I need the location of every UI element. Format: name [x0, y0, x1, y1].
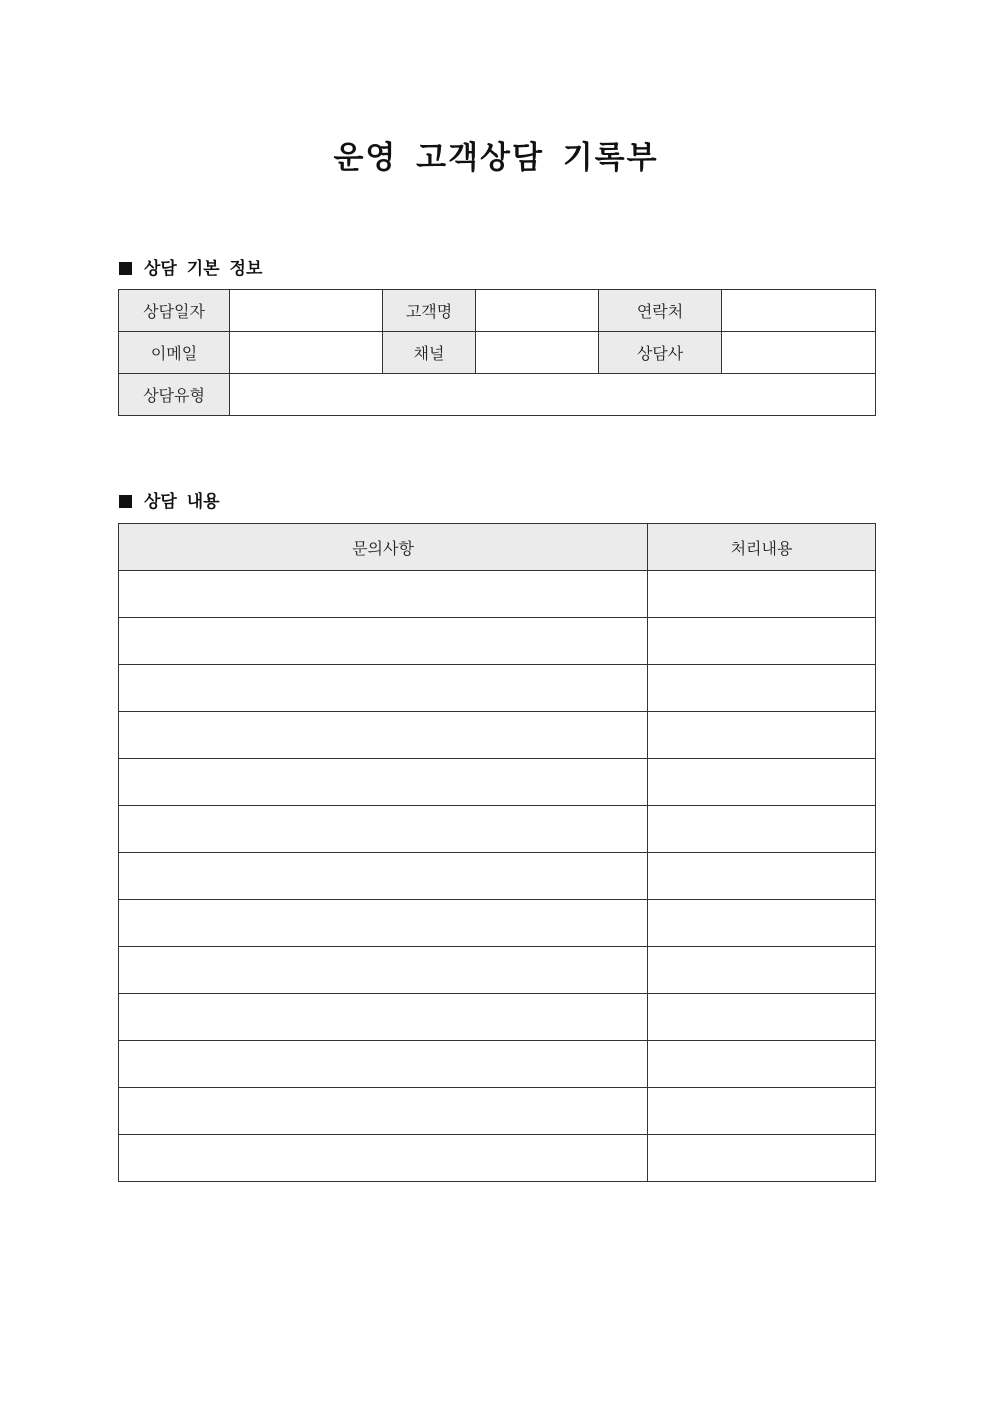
inquiry-cell[interactable]: [119, 900, 648, 947]
customer-name-label: 고객명: [383, 290, 476, 332]
resolution-cell[interactable]: [648, 947, 876, 994]
channel-field[interactable]: [476, 332, 599, 374]
resolution-cell[interactable]: [648, 900, 876, 947]
inquiry-cell[interactable]: [119, 994, 648, 1041]
resolution-cell[interactable]: [648, 665, 876, 712]
table-row: [119, 947, 876, 994]
consult-type-label: 상담유형: [119, 374, 230, 416]
customer-name-field[interactable]: [476, 290, 599, 332]
inquiry-cell[interactable]: [119, 712, 648, 759]
inquiry-cell[interactable]: [119, 571, 648, 618]
table-row: [119, 806, 876, 853]
table-row: [119, 759, 876, 806]
channel-label: 채널: [383, 332, 476, 374]
table-row: [119, 1135, 876, 1182]
table-row: [119, 712, 876, 759]
table-row: [119, 374, 876, 416]
section-heading-label: 상담 기본 정보: [144, 259, 263, 279]
resolution-cell[interactable]: [648, 994, 876, 1041]
table-row: [119, 618, 876, 665]
table-row: [119, 571, 876, 618]
resolution-cell[interactable]: [648, 759, 876, 806]
column-header-inquiry: 문의사항: [119, 524, 648, 571]
inquiry-cell[interactable]: [119, 947, 648, 994]
resolution-cell[interactable]: [648, 853, 876, 900]
resolution-cell[interactable]: [648, 571, 876, 618]
page-title: 운영 고객상담 기록부: [333, 140, 659, 176]
resolution-cell[interactable]: [648, 1088, 876, 1135]
table-row: [119, 332, 876, 374]
table-row: [119, 1041, 876, 1088]
table-row: [119, 900, 876, 947]
resolution-cell[interactable]: [648, 1041, 876, 1088]
resolution-cell[interactable]: [648, 806, 876, 853]
section-heading-basic-info: [119, 254, 262, 279]
inquiry-cell[interactable]: [119, 759, 648, 806]
counselor-label: 상담사: [599, 332, 722, 374]
inquiry-cell[interactable]: [119, 1135, 648, 1182]
inquiry-cell[interactable]: [119, 853, 648, 900]
email-field[interactable]: [230, 332, 383, 374]
square-bullet-icon: [119, 262, 132, 275]
square-bullet-icon: [119, 495, 132, 508]
resolution-cell[interactable]: [648, 712, 876, 759]
date-field[interactable]: [230, 290, 383, 332]
table-row: [119, 290, 876, 332]
table-body: [119, 571, 876, 1182]
inquiry-cell[interactable]: [119, 1088, 648, 1135]
contact-field[interactable]: [722, 290, 876, 332]
table-header-row: [119, 524, 876, 571]
date-label: 상담일자: [119, 290, 230, 332]
resolution-cell[interactable]: [648, 1135, 876, 1182]
table-row: [119, 1088, 876, 1135]
contact-label: 연락처: [599, 290, 722, 332]
table-row: [119, 665, 876, 712]
counselor-field[interactable]: [722, 332, 876, 374]
section-heading-label: 상담 내용: [144, 492, 220, 512]
table-row: [119, 994, 876, 1041]
resolution-cell[interactable]: [648, 618, 876, 665]
consult-type-field[interactable]: [230, 374, 876, 416]
consultation-content-table: [118, 523, 876, 1182]
email-label: 이메일: [119, 332, 230, 374]
inquiry-cell[interactable]: [119, 1041, 648, 1088]
inquiry-cell[interactable]: [119, 806, 648, 853]
basic-info-table: [118, 289, 876, 416]
column-header-resolution: 처리내용: [648, 524, 876, 571]
section-heading-content: [119, 487, 220, 512]
table-row: [119, 853, 876, 900]
inquiry-cell[interactable]: [119, 618, 648, 665]
inquiry-cell[interactable]: [119, 665, 648, 712]
